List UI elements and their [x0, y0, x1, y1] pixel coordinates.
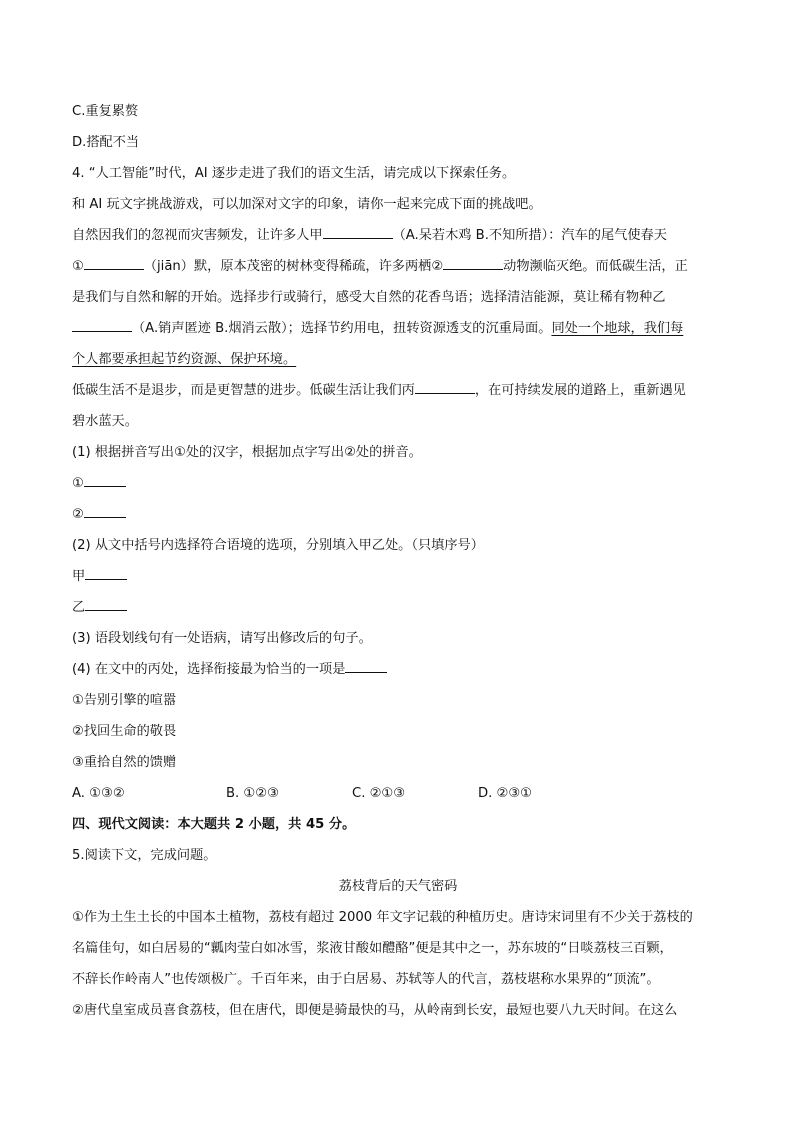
article-line: ①作为土生土长的中国本土植物，荔枝有超过 2000 年文字记载的种植历史。唐诗宋词里有不少关于荔枝的 [72, 910, 693, 925]
passage-line-5 [72, 344, 724, 375]
passage-text: 低碳生活不是退步，而是更智慧的进步。低碳生活让我们丙 [72, 383, 415, 398]
passage-line-3: 是我们与自然和解的开始。选择步行或骑行，感受大自然的花香鸟语；选择清洁能源，莫让稀有物种乙 [72, 290, 666, 305]
item-1: ①告别引擎的喧嚣 [72, 693, 177, 708]
passage-text: （jiān）默，原本茂密的树林变得稀疏，许多两栖② [143, 259, 444, 274]
passage-text: （A.销声匿迹 B.烟消云散）；选择节约用电，扭转资源透支的沉重局面。 [132, 321, 552, 336]
answer-line-1 [72, 468, 724, 499]
answer-blank[interactable] [84, 502, 126, 518]
underlined-sentence: 同处一个地球，我们每 [551, 321, 684, 336]
question-text: (4) 在文中的丙处，选择衔接最为恰当的一项是 [72, 662, 346, 677]
item-3: ③重拾自然的馈赠 [72, 755, 177, 770]
item-2: ②找回生命的敬畏 [72, 724, 177, 739]
article-line: 名篇佳句，如白居易的“瓤肉莹白如冰雪，浆液甘酸如醴酪”便是其中之一，苏东坡的“日啖荔枝三百颗， [72, 941, 673, 956]
answer-line-jia [72, 561, 724, 592]
sub-question-4 [72, 654, 724, 685]
sub-question-1: (1) 根据拼音写出①处的汉字，根据加点字写出②处的拼音。 [72, 445, 422, 460]
passage-line-7: 碧水蓝天。 [72, 414, 138, 429]
answer-line-2 [72, 499, 724, 530]
answer-label: 甲 [72, 569, 86, 584]
answer-line-yi [72, 592, 724, 623]
passage-text: 动物濒临灭绝。而低碳生活，正 [503, 259, 688, 274]
article-line: 不辞长作岭南人”也传颂极广。千百年来，由于白居易、苏轼等人的代言，荔枝堪称水果界的“顶流”。 [72, 972, 660, 987]
answer-blank[interactable] [85, 595, 127, 611]
q3-option-d: D.搭配不当 [72, 135, 140, 150]
q3-option-c: C.重复累赘 [72, 104, 139, 119]
blank-jia[interactable] [323, 223, 393, 239]
blank-yi[interactable] [72, 316, 132, 332]
sub-question-2: (2) 从文中括号内选择符合语境的选项，分别填入甲乙处。（只填序号） [72, 538, 484, 553]
choice-b[interactable]: B. ①②③ [226, 786, 279, 801]
section-heading: 四、现代文阅读：本大题共 2 小题，共 45 分。 [72, 817, 356, 832]
passage-text: （A.呆若木鸡 B.不知所措）：汽车的尾气使春天 [392, 228, 667, 243]
answer-label: 乙 [72, 600, 86, 615]
choice-row [72, 778, 724, 809]
article-title: 荔枝背后的天气密码 [338, 879, 458, 894]
sub-question-3: (3) 语段划线句有一处语病，请写出修改后的句子。 [72, 631, 372, 646]
passage-line-2 [72, 251, 724, 282]
blank-1[interactable] [84, 254, 144, 270]
q4-intro: 和 AI 玩文字挑战游戏，可以加深对文字的印象，请你一起来完成下面的挑战吧。 [72, 197, 542, 212]
answer-blank[interactable] [345, 657, 387, 673]
passage-line-4 [72, 313, 724, 344]
answer-blank[interactable] [85, 564, 127, 580]
blank-2[interactable] [443, 254, 503, 270]
q5-stem: 5.阅读下文，完成问题。 [72, 848, 217, 863]
passage-text: 自然因我们的忽视而灾害频发，让许多人甲 [72, 228, 323, 243]
choice-a[interactable]: A. ①③② [72, 786, 125, 801]
q4-stem: 4. “人工智能”时代，AI 逐步走进了我们的语文生活，请完成以下探索任务。 [72, 166, 516, 181]
passage-text: ，在可持续发展的道路上，重新遇见 [474, 383, 686, 398]
document-page [72, 96, 724, 1026]
answer-blank[interactable] [84, 471, 126, 487]
answer-label: ① [72, 476, 84, 491]
underlined-sentence: 个人都要承担起节约资源、保护环境。 [72, 352, 297, 367]
passage-text: ① [72, 259, 84, 274]
answer-label: ② [72, 507, 84, 522]
article-line: ②唐代皇室成员喜食荔枝，但在唐代，即便是骑最快的马，从岭南到长安，最短也要八九天时间。在这么 [72, 1003, 678, 1018]
passage-line-6 [72, 375, 724, 406]
choice-d[interactable]: D. ②③① [478, 786, 533, 801]
passage-line-1 [72, 220, 724, 251]
choice-c[interactable]: C. ②①③ [352, 786, 406, 801]
blank-bing[interactable] [415, 378, 475, 394]
